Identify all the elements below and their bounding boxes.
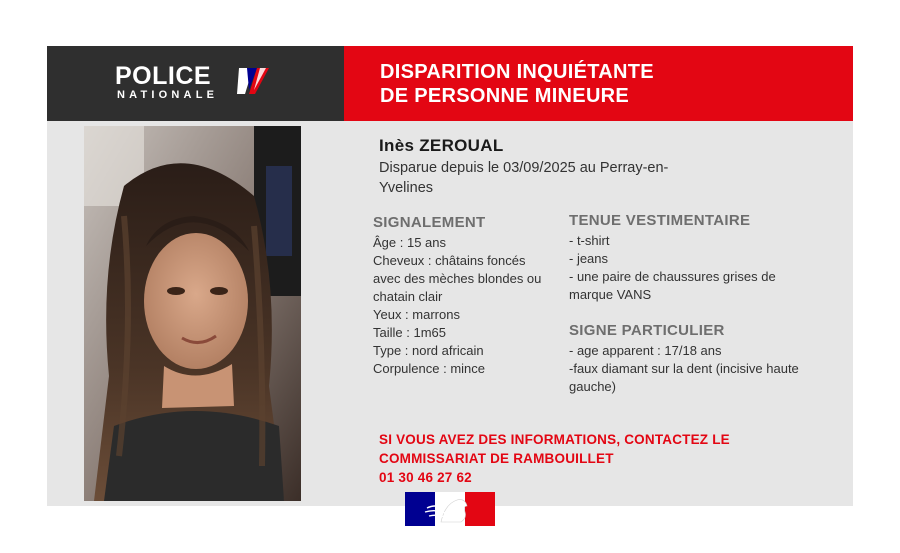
tricolor-flame-icon xyxy=(233,64,273,98)
signe-line: - age apparent : 17/18 ans xyxy=(569,343,722,358)
tenue-line: - jeans xyxy=(569,251,609,266)
signalement-line: chatain clair xyxy=(373,289,443,304)
signe-line: gauche) xyxy=(569,379,616,394)
tenue-list xyxy=(569,232,839,304)
signe-list xyxy=(569,342,849,396)
signalement-line: Taille : 1m65 xyxy=(373,325,446,340)
logo-police-text: POLICE xyxy=(115,62,212,90)
police-nationale-logo xyxy=(115,62,285,104)
contact-line2: COMMISSARIAT DE RAMBOUILLET xyxy=(379,451,614,466)
logo-nationale-text: NATIONALE xyxy=(117,89,219,101)
portrait-illustration xyxy=(84,126,301,501)
contact-info xyxy=(379,430,819,487)
signalement-line: Yeux : marrons xyxy=(373,307,460,322)
tenue-line: - une paire de chaussures grises de xyxy=(569,269,776,284)
signalement-line: Âge : 15 ans xyxy=(373,235,446,250)
signalement-list xyxy=(373,234,573,378)
missing-person-poster xyxy=(47,46,853,506)
alert-title-line2: DE PERSONNE MINEURE xyxy=(380,85,630,107)
tenue-line: marque VANS xyxy=(569,287,652,302)
missing-since xyxy=(379,158,739,198)
alert-title xyxy=(380,60,654,108)
signalement-line: Corpulence : mince xyxy=(373,361,485,376)
person-name: Inès ZEROUAL xyxy=(379,136,504,155)
missing-since-line2: Yvelines xyxy=(379,180,434,196)
signalement-heading: SIGNALEMENT xyxy=(373,214,486,231)
signe-line: -faux diamant sur la dent (incisive haute xyxy=(569,361,799,376)
missing-since-line1: Disparue depuis le 03/09/2025 au Perray-en- xyxy=(379,160,669,176)
tenue-line: - t-shirt xyxy=(569,233,610,248)
alert-title-line1: DISPARITION INQUIÉTANTE xyxy=(380,61,654,83)
tenue-heading: TENUE VESTIMENTAIRE xyxy=(569,212,751,229)
signalement-line: avec des mèches blondes ou xyxy=(373,271,542,286)
signalement-line: Type : nord africain xyxy=(373,343,484,358)
person-photo xyxy=(84,126,301,501)
police-header xyxy=(47,46,344,121)
contact-line1: SI VOUS AVEZ DES INFORMATIONS, CONTACTEZ LE xyxy=(379,432,730,447)
alert-header xyxy=(344,46,853,121)
signalement-line: Cheveux : châtains foncés xyxy=(373,253,526,268)
signe-heading: SIGNE PARTICULIER xyxy=(569,322,725,339)
marianne-flag-logo xyxy=(405,492,495,526)
contact-phone[interactable]: 01 30 46 27 62 xyxy=(379,470,472,485)
